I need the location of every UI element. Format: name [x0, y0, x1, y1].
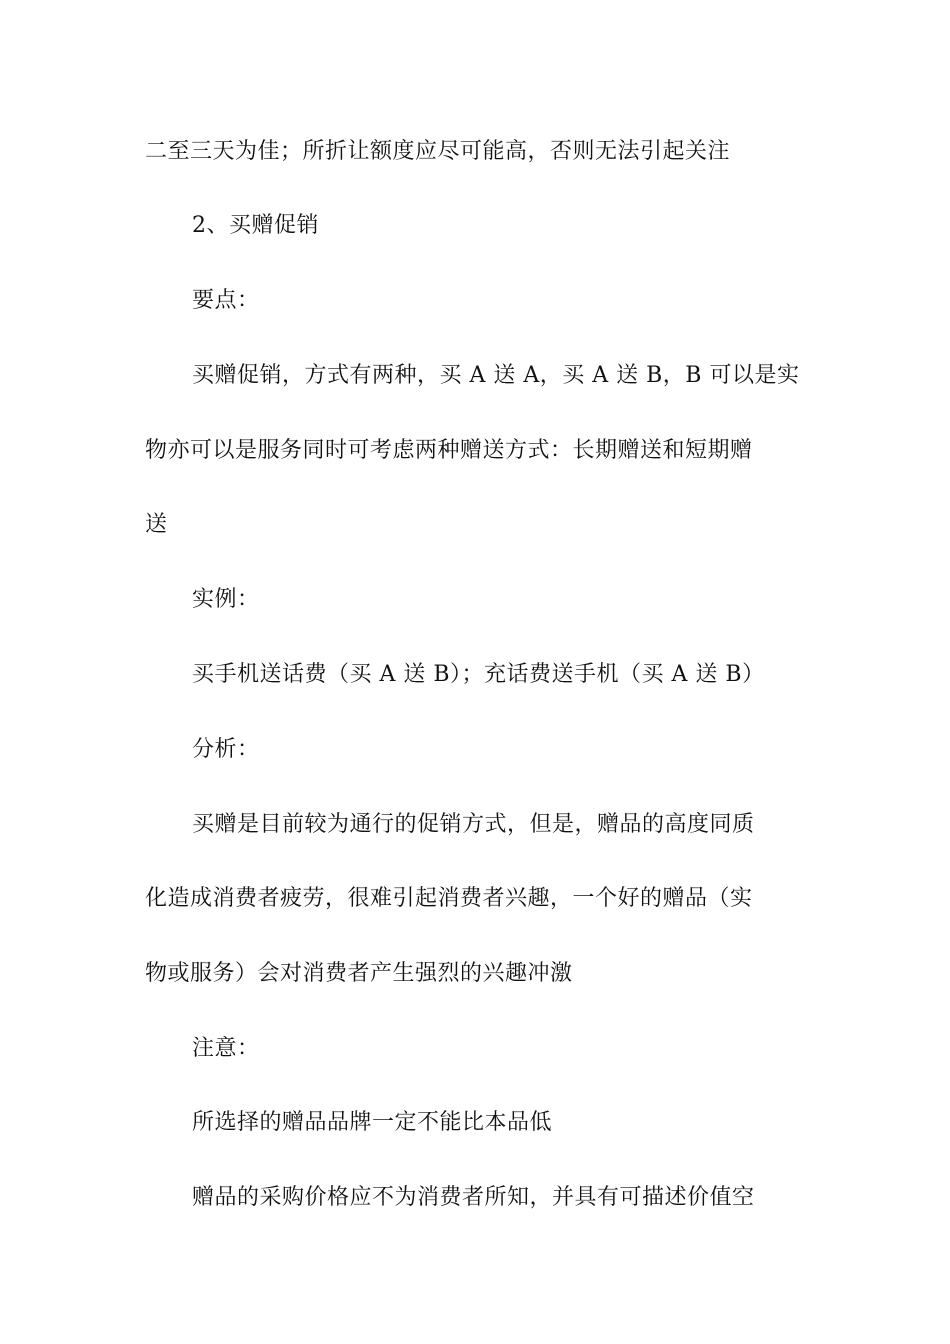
label-key-points: 要点：: [192, 288, 260, 313]
label-analysis: 分析：: [192, 737, 260, 762]
paragraph-line: 所选择的赠品品牌一定不能比本品低: [192, 1110, 553, 1135]
label-notice: 注意：: [192, 1036, 260, 1061]
paragraph-line: 赠品的采购价格应不为消费者所知，并具有可描述价值空: [192, 1185, 755, 1210]
paragraph-line: 物或服务）会对消费者产生强烈的兴趣冲激: [145, 961, 573, 986]
section-heading-buy-gift-promotion: 2、买赠促销: [192, 213, 319, 238]
paragraph-line: 送: [145, 512, 168, 537]
label-example: 实例：: [192, 587, 260, 612]
paragraph-line: 买赠是目前较为通行的促销方式，但是，赠品的高度同质: [192, 812, 755, 837]
paragraph-line: 化造成消费者疲劳，很难引起消费者兴趣，一个好的赠品（实: [145, 886, 753, 911]
paragraph-line-continuation: 二至三天为佳；所折让额度应尽可能高，否则无法引起关注: [145, 139, 731, 164]
paragraph-line: 物亦可以是服务同时可考虑两种赠送方式：长期赠送和短期赠: [145, 438, 753, 463]
paragraph-line: 买手机送话费（买 A 送 B）；充话费送手机（买 A 送 B）: [192, 662, 765, 687]
paragraph-line: 买赠促销，方式有两种，买 A 送 A，买 A 送 B，B 可以是实: [192, 363, 800, 388]
